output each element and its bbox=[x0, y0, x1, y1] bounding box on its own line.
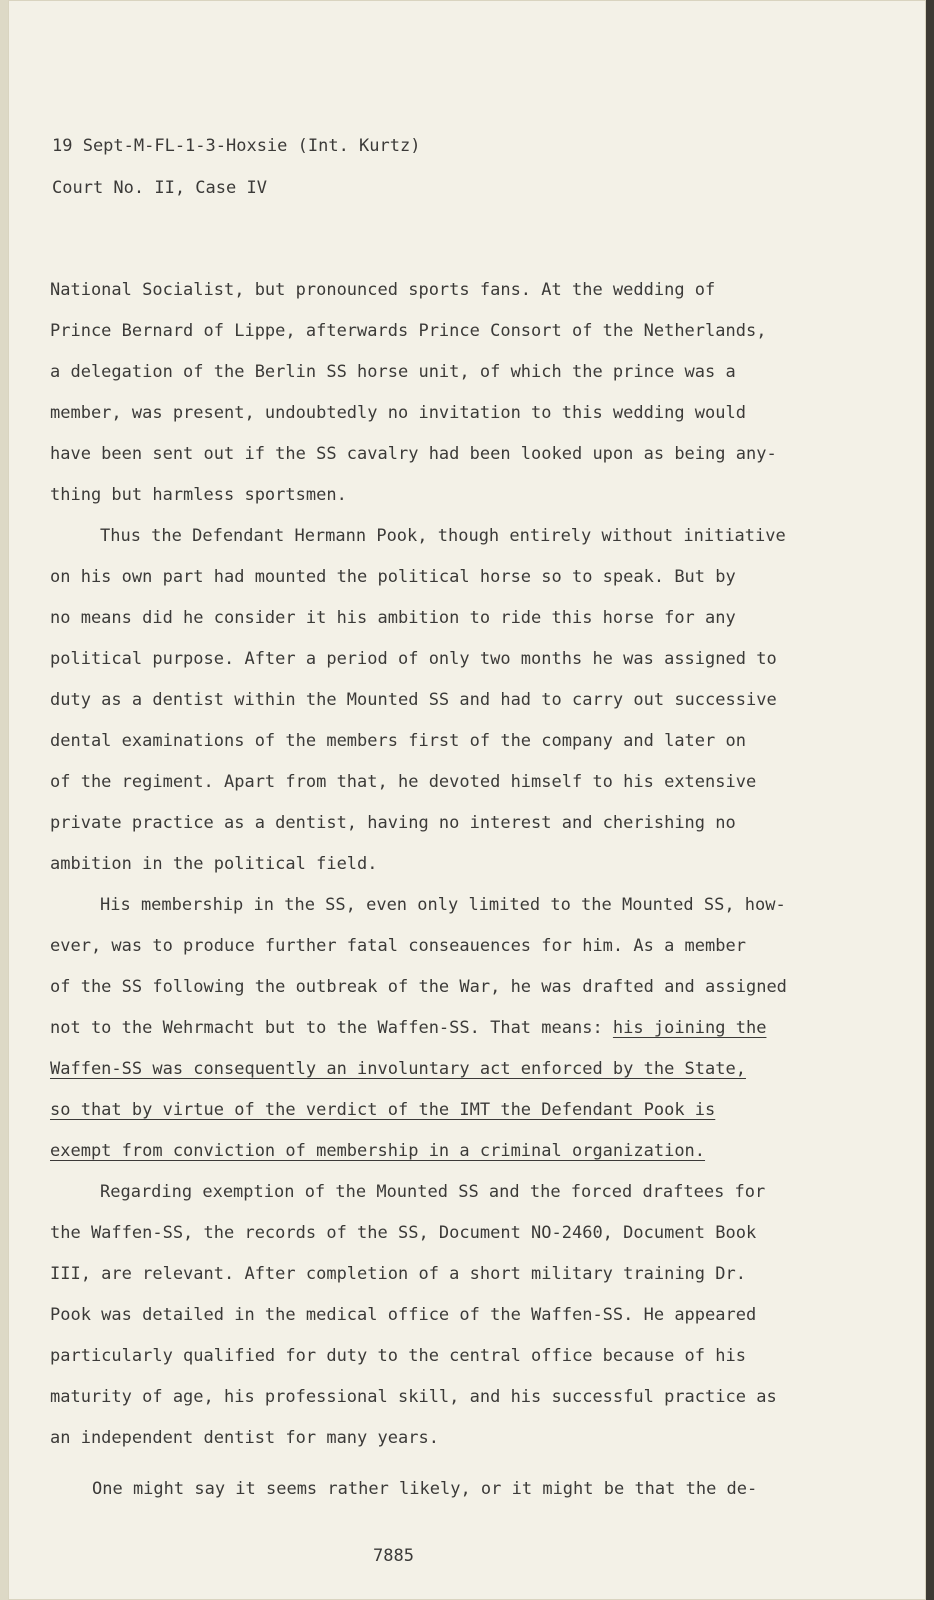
text-line-18: of the SS following the outbreak of the War, he was drafted and assigned bbox=[50, 977, 787, 997]
text-line-16: His membership in the SS, even only limited to the Mounted SS, how- bbox=[100, 895, 786, 915]
text-line-25: III, are relevant. After completion of a short military training Dr. bbox=[50, 1264, 746, 1284]
text-line-9: no means did he consider it his ambition to ride this horse for any bbox=[50, 608, 736, 628]
text-line-30: One might say it seems rather likely, or it might be that the de- bbox=[92, 1479, 758, 1499]
text-line-2: Prince Bernard of Lippe, afterwards Prince Consort of the Netherlands, bbox=[50, 321, 767, 341]
text-line-7: Thus the Defendant Hermann Pook, though entirely without initiative bbox=[100, 526, 786, 546]
text-line-26: Pook was detailed in the medical office of the Waffen-SS. He appeared bbox=[50, 1305, 757, 1325]
text-line-14: private practice as a dentist, having no interest and cherishing no bbox=[50, 813, 736, 833]
text-line-8: on his own part had mounted the political horse so to speak. But by bbox=[50, 567, 736, 587]
text-line-1: National Socialist, but pronounced sports fans. At the wedding of bbox=[50, 280, 716, 300]
text-line-10: political purpose. After a period of only two months he was assigned to bbox=[50, 649, 777, 669]
text-line-19-underlined: his joining the bbox=[612, 1018, 767, 1038]
text-line-27: particularly qualified for duty to the central office because of his bbox=[50, 1346, 746, 1366]
text-line-17: ever, was to produce further fatal conseauences for him. As a member bbox=[50, 936, 746, 956]
text-line-3: a delegation of the Berlin SS horse unit, of which the prince was a bbox=[50, 362, 736, 382]
document-page bbox=[8, 0, 926, 1600]
text-line-15: ambition in the political field. bbox=[50, 854, 378, 874]
text-line-11: duty as a dentist within the Mounted SS and had to carry out successive bbox=[50, 690, 777, 710]
text-line-20: Waffen-SS was consequently an involuntary act enforced by the State, bbox=[50, 1059, 746, 1079]
text-line-13: of the regiment. Apart from that, he devoted himself to his extensive bbox=[50, 772, 757, 792]
text-line-23: Regarding exemption of the Mounted SS and the forced draftees for bbox=[100, 1182, 766, 1202]
text-line-24: the Waffen-SS, the records of the SS, Document NO-2460, Document Book bbox=[50, 1223, 757, 1243]
text-line-19-plain: not to the Wehrmacht but to the Waffen-SS. That means: bbox=[50, 1018, 613, 1038]
text-line-29: an independent dentist for many years. bbox=[50, 1428, 439, 1448]
header-line-2: Court No. II, Case IV bbox=[52, 178, 267, 198]
text-line-6: thing but harmless sportsmen. bbox=[50, 485, 347, 505]
page-number: 7885 bbox=[373, 1546, 414, 1566]
text-line-19 bbox=[50, 1018, 766, 1038]
header-line-1: 19 Sept-M-FL-1-3-Hoxsie (Int. Kurtz) bbox=[52, 136, 421, 156]
scan-edge bbox=[926, 0, 934, 1600]
text-line-12: dental examinations of the members first of the company and later on bbox=[50, 731, 746, 751]
text-line-28: maturity of age, his professional skill, and his successful practice as bbox=[50, 1387, 777, 1407]
text-line-22: exempt from conviction of membership in a criminal organization. bbox=[50, 1141, 706, 1161]
text-line-5: have been sent out if the SS cavalry had been looked upon as being any- bbox=[50, 444, 777, 464]
text-line-4: member, was present, undoubtedly no invitation to this wedding would bbox=[50, 403, 746, 423]
text-line-21: so that by virtue of the verdict of the IMT the Defendant Pook is bbox=[50, 1100, 716, 1120]
